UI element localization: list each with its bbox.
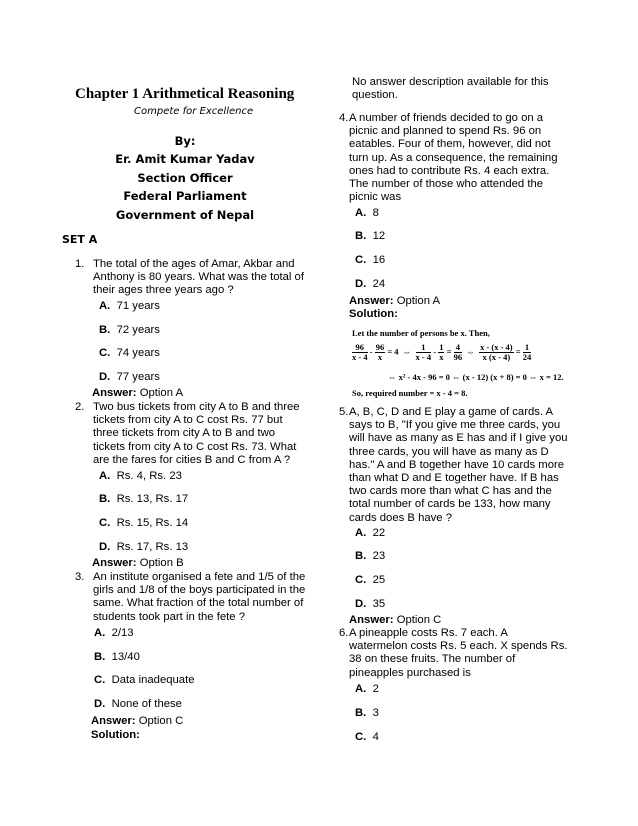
numerator: 1 (439, 342, 444, 352)
author-name: Er. Amit Kumar Yadav (115, 152, 255, 166)
answer-3 (91, 715, 183, 727)
question-line: students took part in the fete ? (93, 610, 245, 623)
numerator: x - (x - 4) (480, 342, 513, 352)
option-3b[interactable] (94, 651, 140, 663)
numerator: 96 (352, 343, 368, 353)
question-line: turn up. As a consequence, the remaining (349, 151, 558, 164)
denominator: 24 (522, 352, 532, 362)
answer-label: Answer: (92, 557, 137, 569)
option-1d[interactable] (99, 371, 160, 383)
answer-value: Option B (139, 557, 184, 569)
equals-four: = 4 (387, 346, 399, 357)
option-text: Rs. 13, Rs. 17 (116, 493, 189, 505)
option-text: 72 years (116, 324, 160, 336)
denominator: 96 (453, 352, 463, 362)
fraction (438, 343, 444, 362)
question-line: will have as many as E has and if I give you (349, 432, 568, 445)
option-letter: C. (99, 347, 111, 359)
denominator: x (439, 352, 444, 362)
option-2d[interactable] (99, 541, 188, 553)
question-5-text (349, 406, 568, 525)
question-line: The number of those who attended the (349, 178, 544, 191)
option-text: 22 (372, 527, 386, 539)
solution-equation-1 (352, 343, 531, 362)
note-line: No answer description available for this (352, 76, 549, 88)
answer-value: Option C (138, 715, 184, 727)
note-line: question. (352, 89, 398, 102)
question-4-number: 4. (339, 112, 349, 124)
option-2b[interactable] (99, 493, 188, 505)
answer-label: Answer: (91, 715, 136, 727)
fraction (416, 343, 432, 362)
question-6-text (349, 627, 568, 680)
option-text: Rs. 17, Rs. 13 (116, 541, 189, 553)
question-line: cards does B have ? (349, 511, 452, 524)
option-text: 12 (372, 230, 386, 242)
option-text: 2 (372, 683, 379, 695)
option-letter: A. (355, 527, 367, 539)
option-letter: D. (355, 278, 367, 290)
question-6-number: 6. (339, 627, 349, 639)
answer-label: Answer: (349, 295, 394, 307)
option-1a[interactable] (99, 300, 160, 312)
option-5c[interactable] (355, 574, 385, 586)
question-2-number: 2. (75, 401, 85, 413)
question-line: pineapples purchased is (349, 666, 471, 679)
option-letter: B. (94, 651, 106, 663)
option-letter: C. (355, 731, 367, 743)
question-line: An institute organised a fete and 1/5 of the (93, 571, 306, 583)
answer-value: Option A (396, 295, 441, 307)
answer-label: Answer: (349, 614, 394, 626)
solution-intro: Let the number of persons be x. Then, (352, 328, 490, 338)
question-line: total number of cards be 133, how many (349, 498, 551, 511)
option-text: 23 (372, 550, 386, 562)
option-3c[interactable] (94, 674, 195, 686)
question-line: The total of the ages of Amar, Akbar and (93, 258, 295, 270)
numerator: 1 (523, 343, 532, 353)
option-4c[interactable] (355, 254, 385, 266)
question-line: tickets from city A to C cost Rs. 77 but (93, 414, 283, 427)
option-3a[interactable] (94, 627, 134, 639)
question-3-text (93, 571, 305, 624)
iff-arrow-icon: ⇔ (402, 346, 412, 357)
question-line: 38 on these fruits. The number of (349, 653, 516, 666)
option-text: 71 years (116, 300, 160, 312)
option-text: Data inadequate (111, 674, 195, 686)
iff-arrow-icon: ⇔ (466, 346, 475, 357)
question-line: eatables. Four of them, however, did not (349, 138, 551, 151)
option-text: 16 (372, 254, 386, 266)
option-text: Rs. 4, Rs. 23 (116, 470, 182, 482)
answer-1 (92, 387, 183, 399)
question-line: same. What fraction of the total number of (93, 597, 304, 610)
denominator: x - 4 (415, 352, 432, 362)
option-text: 2/13 (111, 627, 134, 639)
question-1-text (93, 258, 304, 298)
option-letter: B. (355, 707, 367, 719)
question-line: A pineapple costs Rs. 7 each. A (349, 627, 508, 639)
option-6a[interactable] (355, 683, 379, 695)
question-line: A, B, C, D and E play a game of cards. A (349, 406, 554, 418)
option-3d[interactable] (94, 698, 182, 710)
question-line: Two bus tickets from city A to B and three (93, 401, 300, 413)
option-5b[interactable] (355, 550, 385, 562)
question-line: picnic was (349, 191, 402, 204)
option-letter: C. (355, 254, 367, 266)
answer-2 (92, 557, 184, 569)
question-line: watermelon costs Rs. 5 each. X spends Rs. (349, 640, 568, 653)
question-line: two cards more than what C has and the (349, 485, 552, 498)
option-2c[interactable] (99, 517, 188, 529)
question-line: ones had to contribute Rs. 4 each extra. (349, 164, 550, 177)
question-2-text (93, 401, 300, 467)
option-text: 24 (372, 278, 386, 290)
option-text: Rs. 15, Rs. 14 (116, 517, 189, 529)
no-answer-description (352, 76, 549, 102)
option-letter: D. (94, 698, 106, 710)
option-4b[interactable] (355, 230, 385, 242)
question-line: A number of friends decided to go on a (349, 112, 544, 124)
equals-sign: = (446, 346, 452, 357)
question-line: are the fares for cities B and C from A ? (93, 453, 291, 466)
subtitle: Compete for Excellence (134, 106, 254, 117)
question-4-text (349, 112, 558, 204)
solution-label-4: Solution: (349, 308, 398, 320)
solution-equation-2: ⇔ x² - 4x - 96 = 0 ⇔ (x - 12) (x + 8) = 0 ⇔ x = 12. (388, 372, 564, 382)
option-6b[interactable] (355, 707, 379, 719)
option-1b[interactable] (99, 324, 160, 336)
denominator: x (x - 4) (482, 352, 511, 362)
option-text: 35 (372, 598, 386, 610)
question-line: than what D and E together have. If B has (349, 472, 559, 485)
option-letter: C. (99, 517, 111, 529)
author-position: Section Officer (137, 171, 233, 185)
option-text: 4 (372, 731, 379, 743)
chapter-title: Chapter 1 Arithmetical Reasoning (75, 86, 295, 102)
solution-conclusion: So, required number = x - 4 = 8. (352, 388, 468, 398)
option-5a[interactable] (355, 527, 385, 539)
option-letter: A. (94, 627, 106, 639)
minus-sign: - (433, 346, 437, 357)
question-line: picnic and planned to spend Rs. 96 on (349, 125, 542, 138)
answer-label: Answer: (92, 387, 137, 399)
option-text: 74 years (116, 347, 160, 359)
author-office: Federal Parliament (123, 189, 247, 203)
answer-4 (349, 295, 440, 307)
question-line: three tickets from city A to B and two (93, 427, 276, 440)
option-letter: A. (355, 683, 367, 695)
option-text: None of these (111, 698, 182, 710)
option-letter: A. (99, 470, 111, 482)
question-line: says to B, "If you give me three cards, you (349, 419, 561, 432)
option-4d[interactable] (355, 278, 385, 290)
option-letter: B. (99, 324, 111, 336)
option-4a[interactable] (355, 207, 379, 219)
question-line: three cards, you will have as many as D (349, 445, 549, 458)
equals-sign: = (515, 346, 521, 357)
option-letter: C. (94, 674, 106, 686)
question-3-number: 3. (75, 571, 85, 583)
question-line: tickets from city A to C cost Rs. 73. What (93, 440, 297, 453)
question-line: their ages three years ago ? (93, 284, 234, 297)
answer-value: Option A (139, 387, 184, 399)
denominator: x (377, 352, 383, 362)
option-letter: B. (99, 493, 111, 505)
numerator: 4 (454, 343, 463, 353)
fraction (352, 343, 368, 362)
option-2a[interactable] (99, 470, 182, 482)
option-letter: D. (99, 541, 111, 553)
question-5-number: 5. (339, 406, 349, 418)
author-by: By: (174, 134, 196, 148)
question-1-number: 1. (75, 258, 85, 270)
option-1c[interactable] (99, 347, 160, 359)
fraction (375, 343, 386, 362)
solution-label-3: Solution: (91, 729, 140, 741)
option-text: 25 (372, 574, 386, 586)
option-text: 13/40 (111, 651, 140, 663)
author-government: Government of Nepal (115, 208, 255, 222)
option-letter: B. (355, 230, 367, 242)
numerator: 1 (416, 343, 432, 353)
option-letter: D. (355, 598, 367, 610)
denominator: x - 4 (352, 352, 368, 362)
option-letter: A. (355, 207, 367, 219)
option-text: 3 (372, 707, 379, 719)
option-letter: B. (355, 550, 367, 562)
set-label: SET A (62, 233, 98, 246)
fraction (523, 343, 532, 362)
option-letter: C. (355, 574, 367, 586)
numerator: 96 (375, 342, 385, 352)
answer-value: Option C (396, 614, 442, 626)
option-letter: A. (99, 300, 111, 312)
option-5d[interactable] (355, 598, 385, 610)
question-line: girls and 1/8 of the boys participated in the (93, 584, 306, 597)
minus-sign: - (369, 346, 373, 357)
option-text: 77 years (116, 371, 160, 383)
answer-5 (349, 614, 441, 626)
fraction (479, 343, 514, 362)
question-line: has." A and B together have 10 cards more (349, 458, 565, 471)
fraction (454, 343, 463, 362)
option-letter: D. (99, 371, 111, 383)
option-6c[interactable] (355, 731, 379, 743)
question-line: Anthony is 80 years. What was the total of (93, 271, 304, 284)
option-text: 8 (372, 207, 379, 219)
